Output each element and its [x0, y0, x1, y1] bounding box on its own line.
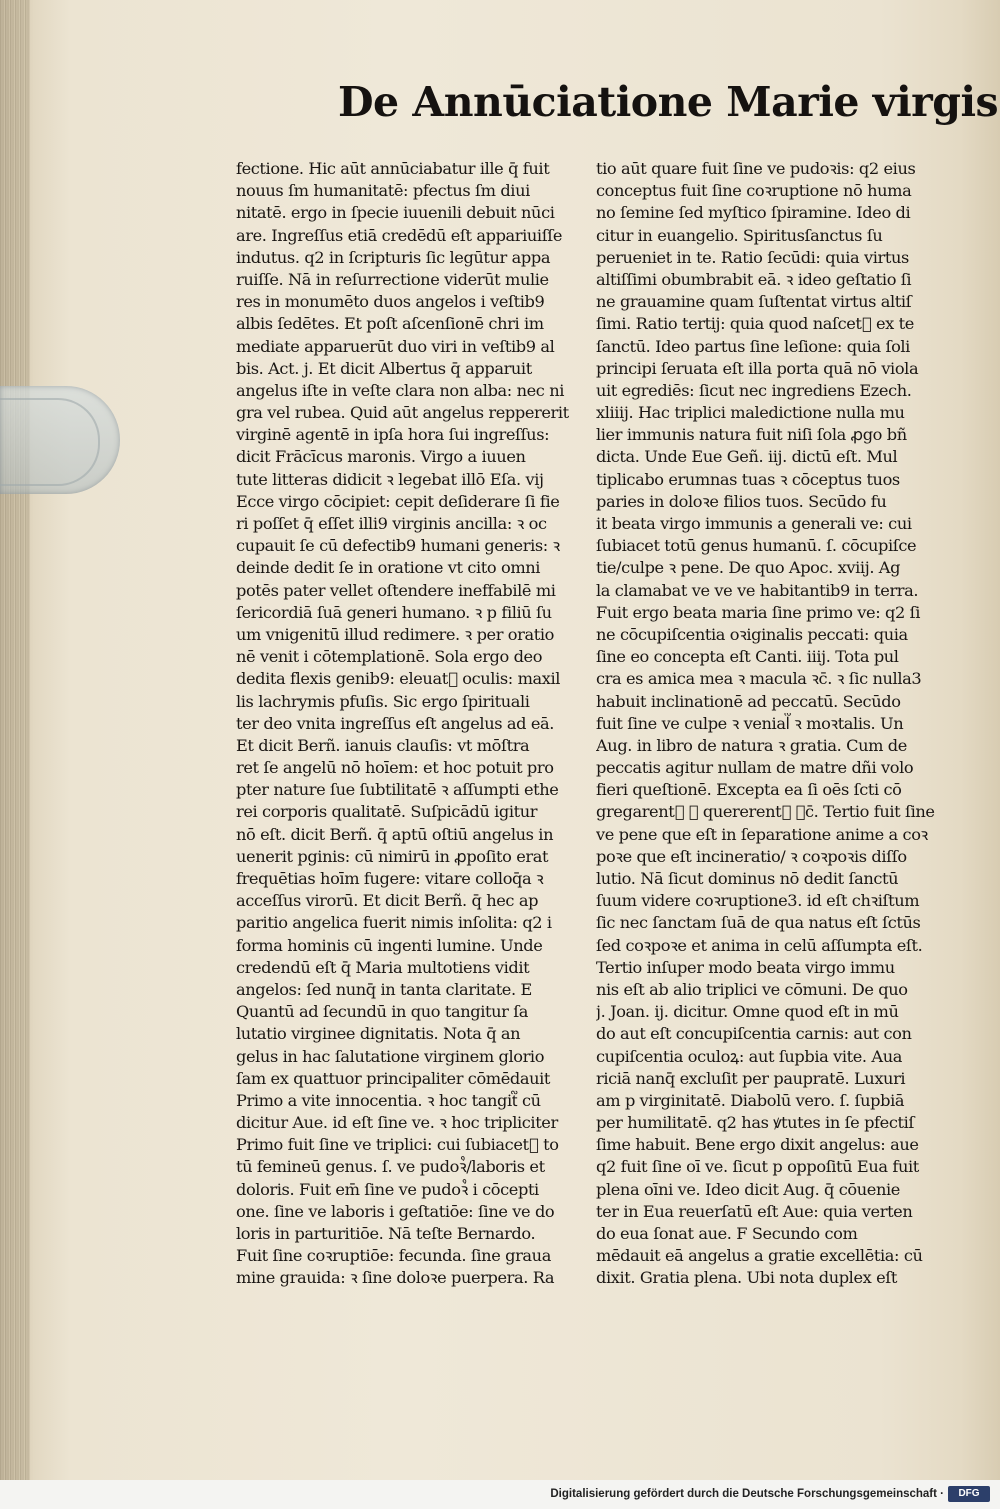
text-line: mine grauida: ꝛ ſine doloꝛe puerpera. Ra	[236, 1268, 555, 1288]
text-line: res in monumēto duos angelos i veſtib9	[236, 292, 545, 312]
text-line: are. Ingreſſus etiā credēdū eſt appariuiſſe	[236, 225, 563, 245]
text-column-right	[596, 158, 956, 1290]
text-line: habuit inclinationē ad peccatū. Secūdo	[596, 691, 901, 711]
text-line: nis eſt ab alio triplici ve cōmuni. De quo	[596, 979, 908, 999]
text-line: frequētias hoīm fugere: vitare colloq̄a ꝛ	[236, 869, 544, 888]
text-line: ri poſſet q̄ eſſet illi9 virginis ancilla: ꝛ oc	[236, 514, 547, 533]
text-line: dicta. Unde Eue Geñ. iij. dictū eſt. Mul	[596, 447, 898, 467]
dfg-logo: DFG	[948, 1486, 990, 1502]
text-line: ſic nec ſanctam ſuā de qua natus eſt ſctūs	[596, 913, 921, 933]
footer-credit: Digitalisierung gefördert durch die Deutsche Forschungsgemeinschaft ·	[550, 1488, 944, 1500]
text-line: paritio angelica fuerit nimis inſolita: q2 i	[236, 913, 552, 933]
text-line: um vnigenitū illud redimere. ꝛ per oratio	[236, 624, 554, 644]
text-line: cupauit ſe cū defectib9 humani generis: ꝛ	[236, 536, 560, 556]
text-line: lutatio virginee dignitatis. Nota q̄ an	[236, 1024, 521, 1044]
text-line: ve pene que eſt in ſeparatione anime a coꝛ	[596, 824, 928, 844]
text-line: nē venit i cōtemplationē. Sola ergo deo	[236, 647, 543, 667]
text-line: principi ſeruata eſt illa porta quā nō viola	[596, 358, 919, 378]
text-line: do eua ſonat aue. F Secundo com	[596, 1224, 858, 1243]
text-line: paries in doloꝛe filios tuos. Secūdo fu	[596, 491, 887, 511]
text-line: ſuum videre coꝛruptione3. id eſt chꝛiſtum	[596, 891, 920, 911]
text-line: cupiſcentia oculoꝝ: aut ſupbia vite. Aua	[596, 1046, 902, 1066]
text-line: altiſſimi obumbrabit eā. ꝛ ideo geſtatio ſi	[596, 269, 912, 289]
text-line: Ecce virgo cōcipiet: cepit deſiderare ſi fie	[236, 491, 560, 511]
digitization-footer	[0, 1480, 1000, 1509]
text-line: perueniet in te. Ratio ſecūdi: quia virtus	[596, 247, 909, 267]
text-line: lier immunis natura fuit niſi ſola ꝓgo bñ	[596, 425, 907, 445]
text-line: fieri queſtionē. Excepta ea ſi oēs ſcti cō	[596, 780, 902, 800]
text-line: ne grauamine quam ſuſtentat virtus altiſ	[596, 292, 912, 312]
text-line: Fuit ſine coꝛruptiōe: fecunda. ſine graua	[236, 1246, 551, 1266]
text-line: potēs pater vellet oſtendere ineffabilē mi	[236, 580, 556, 600]
text-line: ſanctū. Ideo partus ſine leſione: quia ſoli	[596, 336, 910, 356]
text-line: one. ſine ve laboris i geſtatiōe: ſine ve do	[236, 1201, 555, 1221]
text-line: la clamabat ve ve ve habitantib9 in terra.	[596, 580, 919, 600]
text-column-left	[236, 158, 598, 1290]
text-line: it beata virgo immunis a generali ve: cui	[596, 514, 912, 533]
text-line: ret ſe angelū nō hoīem: et hoc potuit pro	[236, 758, 554, 778]
text-line: fectione. Hic aūt annūciabatur ille q̄ fuit	[236, 159, 550, 178]
text-line: mēdauit eā angelus a gratie excellētia: cū	[596, 1246, 923, 1266]
page-heading: De Annūciatione Marie virgis	[338, 78, 999, 126]
text-line: mediate apparuerūt duo viri in veſtib9 al	[236, 336, 555, 356]
text-line: riciā nanq̄ excluſit per paupratē. Luxuri	[596, 1068, 906, 1088]
text-line: Fuit ergo beata maria ſine primo ve: q2 ſi	[596, 602, 920, 622]
text-line: peccatis agitur nullam de matre dñi volo	[596, 758, 914, 778]
text-line: dicit Frācīcus maronis. Virgo a iuuen	[236, 447, 526, 467]
text-line: ſed coꝛpoꝛe et anima in celū aſſumpta eſt.	[596, 935, 923, 955]
text-line: ſam ex quattuor principaliter cōmēdauit	[236, 1068, 551, 1088]
text-line: pter nature ſue ſubtilitatē ꝛ aſſumpti ethe	[236, 780, 559, 800]
text-line: indutus. q2 in ſcripturis ſic legūtur appa	[236, 247, 551, 267]
text-line: citur in euangelio. Spiritusſanctus ſu	[596, 225, 883, 245]
text-line: Et dicit Berñ. ianuis clauſis: vt mōſtra	[236, 735, 530, 755]
text-line: plena oīni ve. Ideo dicit Aug. q̄ cōuenie	[596, 1179, 900, 1199]
text-line: Aug. in libro de natura ꝛ gratia. Cum de	[596, 735, 907, 755]
text-line: Primo fuit ſine ve triplici: cui ſubiacet᷑ to	[236, 1135, 559, 1155]
text-line: deinde dedit ſe in oratione vt cito omni	[236, 558, 541, 578]
text-line: nouus ſm humanitatē: pfectus ſm diui	[236, 181, 530, 201]
text-line: nitatē. ergo in ſpecie iuuenili debuit nūci	[236, 203, 555, 223]
text-line: tiplicabo erumnas tuas ꝛ cōceptus tuos	[596, 469, 900, 489]
text-line: no ſemine ſed myſtico ſpiramine. Ideo di	[596, 203, 911, 223]
text-line: ruiſſe. Nā in reſurrectione viderūt mulie	[236, 269, 549, 289]
text-line: Primo a vite innocentia. ꝛ hoc tangit᷑ cū	[236, 1090, 541, 1110]
text-line: uenerit pginis: cū nimirū in ꝓpoſito erat	[236, 846, 549, 866]
text-line: credendū eſt q̄ Maria multotiens vidit	[236, 957, 530, 977]
text-line: ne cōcupiſcentia oꝛiginalis peccati: quia	[596, 624, 908, 644]
text-line: ſime habuit. Bene ergo dixit angelus: aue	[596, 1135, 919, 1155]
text-line: ſine eo concepta eſt Canti. iiij. Tota pul	[596, 647, 899, 667]
text-line: tū femineū genus. ſ. ve pudoꝛ᷒/laboris et	[236, 1157, 545, 1177]
text-line: Tertio inſuper modo beata virgo immu	[596, 957, 895, 977]
text-line: tio aūt quare fuit ſine ve pudoꝛis: q2 eius	[596, 159, 916, 178]
text-line: ter deo vnita ingreſſus eſt angelus ad eā.	[236, 713, 555, 733]
text-line: dicitur Aue. id eſt ſine ve. ꝛ hoc tripliciter	[236, 1113, 558, 1133]
text-line: ſubiacet totū genus humanū. ſ. cōcupiſce	[596, 536, 917, 556]
text-line: cra es amica mea ꝛ macula ꝛc̄. ꝛ ſic nulla3	[596, 669, 922, 689]
text-line: conceptus fuit ſine coꝛruptione nō huma	[596, 181, 912, 201]
text-line: rei corporis qualitatē. Suſpicādū igitur	[236, 802, 538, 822]
paper-clip-inner	[0, 398, 100, 486]
text-line: poꝛe que eſt incineratio/ ꝛ coꝛpoꝛis diſſo	[596, 846, 907, 866]
text-line: lis lachrymis pfuſis. Sic ergo ſpirituali	[236, 691, 530, 711]
text-line: gregarent᷑ ꝛ quererent᷑ ꝛc̄. Tertio fuit ſine	[596, 802, 935, 822]
text-line: Quantū ad ſecundū in quo tangitur ſa	[236, 1002, 529, 1022]
text-line: nō eſt. dicit Berñ. q̄ aptū oſtiū angelus in	[236, 824, 554, 844]
text-line: per humilitatē. q2 has ꝟtutes in ſe pfectiſ	[596, 1113, 914, 1133]
text-line: albis ſedētes. Et poſt aſcenſionē chri im	[236, 314, 544, 334]
text-line: xliiij. Hac triplici maledictione nulla mu	[596, 403, 905, 423]
text-line: ter in Eua reuerſatū eſt Aue: quia verten	[596, 1201, 913, 1221]
text-line: gra vel rubea. Quid aūt angelus reppererit	[236, 403, 569, 423]
text-line: uit egrediēs: ſicut nec ingrediens Ezech.	[596, 380, 912, 400]
text-line: angelus iſte in veſte clara non alba: nec ni	[236, 380, 564, 400]
text-line: q2 fuit ſine oī ve. ſicut p oppoſitū Eua fuit	[596, 1157, 919, 1177]
text-line: tie/culpe ꝛ pene. De quo Apoc. xviij. Ag	[596, 558, 901, 578]
text-line: angelos: ſed nunq̄ in tanta claritate. E	[236, 979, 532, 999]
text-line: do aut eſt concupiſcentia carnis: aut con	[596, 1024, 912, 1044]
text-line: tute litteras didicit ꝛ legebat illō Eſa. vij	[236, 469, 544, 489]
text-line: lutio. Nā ſicut dominus nō dedit ſanctū	[596, 869, 899, 888]
text-line: fuit ſine ve culpe ꝛ venial᷑ ꝛ moꝛtalis. Un	[596, 713, 904, 733]
text-line: j. Joan. ij. dicitur. Omne quod eſt in mū	[596, 1002, 899, 1022]
text-line: virginē agentē in ipſa hora ſui ingreſſus:	[236, 425, 550, 445]
text-line: bis. Act. j. Et dicit Albertus q̄ apparuit	[236, 358, 532, 378]
text-line: ſimi. Ratio tertij: quia quod naſcet᷑ ex te	[596, 314, 914, 334]
text-line: gelus in hac ſalutatione virginem glorio	[236, 1046, 545, 1066]
text-line: dixit. Gratia plena. Ubi nota duplex eſt	[596, 1268, 897, 1288]
text-line: forma hominis cū ingenti lumine. Unde	[236, 935, 543, 955]
text-line: acceſſus virorū. Et dicit Berñ. q̄ hec ap	[236, 891, 539, 911]
text-line: dedita flexis genib9: eleuat᷒ oculis: maxil	[236, 669, 561, 689]
text-line: am p virginitatē. Diabolū vero. ſ. ſupbiā	[596, 1090, 905, 1110]
page-edge	[0, 0, 30, 1480]
text-line: ſericordiā ſuā generi humano. ꝛ p filiū ſu	[236, 602, 552, 622]
text-line: doloris. Fuit em̄ ſine ve pudoꝛ᷒ i cōcepti	[236, 1179, 539, 1199]
text-line: loris in parturitiōe. Nā teſte Bernardo.	[236, 1224, 536, 1243]
